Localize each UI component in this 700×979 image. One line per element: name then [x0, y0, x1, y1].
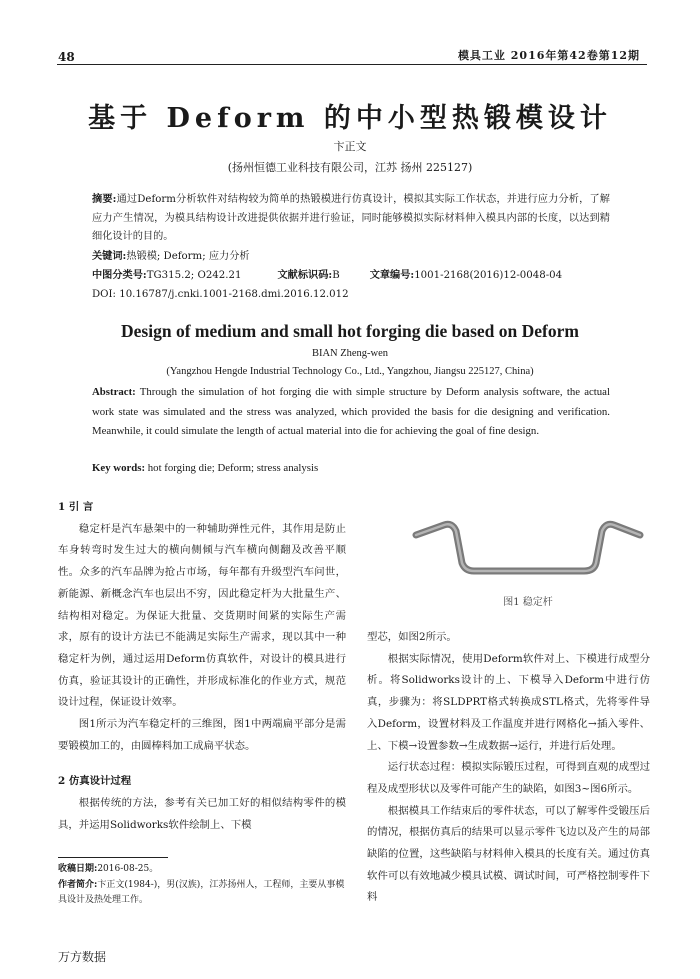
received-label: 收稿日期: — [58, 864, 98, 874]
english-author: BIAN Zheng-wen — [311, 348, 389, 359]
right-paragraph-0: 型芯，如图2所示。 — [367, 631, 457, 643]
right-paragraph-2: 运行状态过程：模拟实际锻压过程，可得到直观的成型过程及成型形状以及零件可能产生的缺陷，如图3~图6所示。 — [367, 761, 650, 795]
abstract-text: 通过Deform分析软件对结构较为简单的热锻模进行仿真设计，模拟其实际工作状态，并进行应力分析，了解应力产生情况，为模具结构设计改进提供依据并进行验证，同时能够模拟实际材料伸入模具内部的长度，以达到精细化设计的目的。 — [92, 194, 610, 242]
chinese-author: 卞正文 — [333, 140, 367, 153]
stabilizer-bar-illustration — [408, 505, 648, 583]
english-abstract-text: Through the simulation of hot forging die with simple structure by Deform analysis software, the actual work state was simulated and the stress was analyzed, which provided the basis for die designing and verification. Meanwhile, it could simulate the length of actual material into die for achieving the goal of fine design. — [92, 386, 610, 437]
received-value: 2016-08-25。 — [97, 864, 159, 874]
english-affiliation: (Yangzhou Hengde Industrial Technology Co., Ltd., Yangzhou, Jiangsu 225127, China) — [166, 366, 534, 377]
bio-text: 卞正文(1984-)，男(汉族)，江苏扬州人，工程师，主要从事模具设计及热处理工作。 — [58, 879, 345, 905]
keywords-label: 关键词: — [92, 249, 127, 262]
english-title: Design of medium and small hot forging die based on Deform — [121, 321, 579, 341]
section-1-heading: 1 引 言 — [58, 501, 94, 513]
right-paragraph-1: 根据实际情况，使用Deform软件对上、下模进行成型分析。将Solidworks设计的上、下模导入Deform中进行仿真，步骤为：将SLDPRT格式转换成STL格式，先将零件导入Deform，设置材料及工作温度并进行网格化→插入零件、上、下模→设置参数→生成数据→运行，并进行后处理。 — [367, 652, 650, 752]
section-2-paragraph-1: 根据传统的方法，参考有关已加工好的相似结构零件的模具，并运用Solidworks软件绘制上、下模 — [58, 797, 346, 831]
section-1-paragraph-1: 稳定杆是汽车悬架中的一种辅助弹性元件，其作用是防止车身转弯时发生过大的横向侧倾与汽车横向侧翻及改善平顺性。众多的汽车品牌为抢占市场，每年都有升级型汽车问世，新能源、新概念汽车也层出不穷，因此稳定杆为大批量生产、结构相对稳定。为保证大批量、交货期时间紧的实际生产需求，原有的设计方法已不能满足实际生产需求，现以其中一种稳定杆为例，通过运用Deform仿真软件，对设计的模具进行仿真，验证其设计的正确性，并形成标准化的作业方式，规范设计过程，保证设计效率。 — [58, 522, 346, 709]
left-column — [58, 497, 346, 837]
doc-code-label: 文献标识码: — [277, 269, 333, 281]
article-no-value: 1001-2168(2016)12-0048-04 — [414, 270, 563, 281]
article-no-label: 文章编号: — [369, 269, 415, 281]
section-2-heading: 2 仿真设计过程 — [58, 775, 132, 788]
clc-label: 中图分类号: — [92, 269, 147, 281]
right-column — [367, 627, 650, 909]
chinese-affiliation: (扬州恒德工业科技有限公司，江苏 扬州 225127) — [227, 161, 473, 174]
figure-1-caption: 图1 稳定杆 — [503, 597, 553, 608]
section-1-paragraph-2: 图1所示为汽车稳定杆的三维图，图1中两端扁平部分是需要锻模加工的，由圆棒料加工成扁平状态。 — [58, 718, 346, 752]
chinese-title: 基于 Deform 的中小型热锻模设计 — [88, 103, 612, 134]
journal-header: 模具工业 2016年第42卷第12期 — [457, 49, 640, 62]
doc-code-value: B — [332, 270, 340, 281]
right-paragraph-3: 根据模具工作结束后的零件状态，可以了解零件受锻压后的情况，根据仿真后的结果可以显示零件飞边以及产生的局部缺陷的位置，这些缺陷与材料伸入模具的长度有关。通过仿真软件可以有效地减少模具试模、调试时间，可严格控制零件下料 — [367, 804, 650, 904]
author-bio — [58, 878, 348, 909]
page-number: 48 — [58, 50, 75, 64]
chinese-abstract-block — [92, 190, 610, 304]
abstract-label: 摘要: — [92, 193, 117, 205]
footnote — [58, 862, 348, 909]
received-date — [58, 862, 348, 878]
source-watermark: 万方数据 — [58, 950, 107, 964]
english-keywords-label: Key words: — [92, 462, 146, 474]
chinese-abstract — [92, 190, 610, 247]
english-abstract — [92, 383, 610, 442]
clc-value: TG315.2; O242.21 — [146, 270, 242, 281]
footnote-rule — [58, 857, 168, 858]
doi: DOI: 10.16787/j.cnki.1001-2168.dmi.2016.12.012 — [92, 288, 349, 300]
bio-label: 作者简介: — [58, 879, 98, 890]
english-keywords — [92, 459, 610, 478]
classification-line — [92, 266, 610, 286]
english-abstract-label: Abstract: — [92, 386, 136, 398]
figure-1-stabilizer-bar — [408, 505, 648, 583]
english-keywords-text: hot forging die; Deform; stress analysis — [147, 462, 319, 474]
keywords-text: 热锻模; Deform; 应力分析 — [126, 250, 250, 262]
header-rule — [57, 64, 647, 65]
chinese-keywords — [92, 247, 610, 267]
